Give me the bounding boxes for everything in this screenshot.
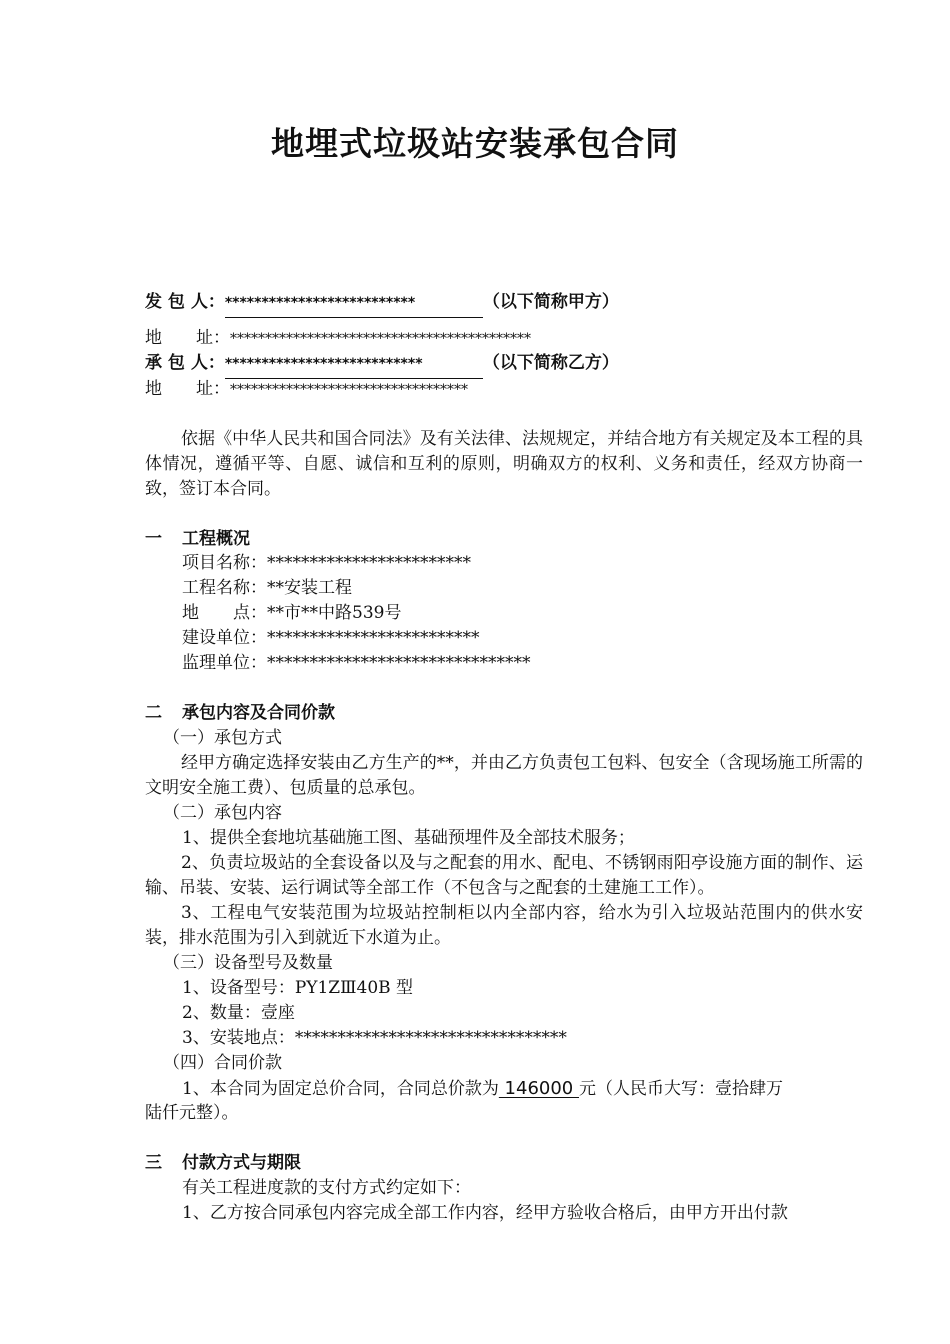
employer-address: ******************************************* bbox=[230, 331, 531, 347]
equipment-quantity-line: 2、数量：壹座 bbox=[182, 1003, 295, 1023]
contractor-line bbox=[145, 351, 619, 376]
contract-price-line-2: 陆仟元整）。 bbox=[145, 1103, 239, 1123]
equipment-model-line: 1、设备型号：PY1ZⅢ40B 型 bbox=[182, 978, 414, 998]
employer-address-line bbox=[145, 326, 531, 351]
contract-mode-paragraph: 经甲方确定选择安装由乙方生产的**，并由乙方负责包工包料、包安全（含现场施工所需的文明安全施工费）、包质量的总承包。 bbox=[145, 753, 863, 798]
section1-title: 工程概况 bbox=[182, 529, 250, 549]
subsection-contract-scope: （二）承包内容 bbox=[163, 803, 282, 823]
employer-suffix: （以下简称甲方） bbox=[482, 292, 619, 312]
contractor-name: *************************** bbox=[225, 352, 483, 379]
section3-heading bbox=[145, 1151, 301, 1176]
subsection-contract-price: （四）合同价款 bbox=[163, 1053, 282, 1073]
section2-title: 承包内容及合同价款 bbox=[182, 703, 335, 723]
works-name-line: 工程名称：**安装工程 bbox=[182, 578, 352, 598]
document-title: 地埋式垃圾站安装承包合同 bbox=[271, 124, 679, 163]
payment-item-1: 1、乙方按合同承包内容完成全部工作内容，经甲方验收合格后，由甲方开出付款 bbox=[182, 1203, 788, 1223]
employer-line bbox=[145, 290, 619, 315]
section1-heading bbox=[145, 527, 250, 552]
location-line: 地 点：**市**中路539号 bbox=[182, 603, 402, 623]
section2-heading bbox=[145, 701, 335, 726]
project-name-line: 项目名称：************************ bbox=[182, 553, 471, 573]
contractor-address: ********************************** bbox=[230, 382, 468, 398]
price-value: 146000 bbox=[498, 1078, 579, 1099]
employer-address-label: 地 址： bbox=[145, 328, 230, 348]
contract-price-line bbox=[182, 1076, 783, 1101]
contractor-label: 承 包 人： bbox=[145, 353, 225, 373]
section2-number: 二 bbox=[145, 703, 162, 723]
section3-title: 付款方式与期限 bbox=[182, 1153, 301, 1173]
price-suffix: 元（人民币大写：壹拾肆万 bbox=[578, 1079, 783, 1099]
supervisor-line: 监理单位：******************************* bbox=[182, 653, 531, 673]
install-site-line: 3、安装地点：******************************** bbox=[182, 1028, 567, 1048]
section3-number: 三 bbox=[145, 1153, 162, 1173]
subsection-equipment: （三）设备型号及数量 bbox=[163, 953, 333, 973]
subsection-contract-mode: （一）承包方式 bbox=[163, 728, 282, 748]
employer-label: 发 包 人： bbox=[145, 292, 225, 312]
scope-item-2: 2、负责垃圾站的全套设备以及与之配套的用水、配电、不锈钢雨阳亭设施方面的制作、运输、吊装、安装、运行调试等全部工作（不包含与之配套的土建施工工作）。 bbox=[145, 853, 863, 898]
builder-line: 建设单位：************************* bbox=[182, 628, 480, 648]
contractor-address-label: 地 址： bbox=[145, 379, 230, 399]
contractor-address-line bbox=[145, 377, 468, 402]
scope-item-3: 3、工程电气安装范围为垃圾站控制柜以内全部内容，给水为引入垃圾站范围内的供水安装，排水范围为引入到就近下水道为止。 bbox=[145, 903, 863, 948]
employer-name: ************************** bbox=[225, 291, 483, 318]
section1-number: 一 bbox=[145, 529, 162, 549]
payment-intro-line: 有关工程进度款的支付方式约定如下： bbox=[182, 1178, 471, 1198]
preamble-paragraph: 依据《中华人民共和国合同法》及有关法律、法规规定，并结合地方有关规定及本工程的具体情况，遵循平等、自愿、诚信和互利的原则，明确双方的权利、义务和责任，经双方协商一致，签订本合同。 bbox=[145, 429, 863, 499]
scope-item-1: 1、提供全套地坑基础施工图、基础预埋件及全部技术服务； bbox=[182, 828, 635, 848]
price-prefix: 1、本合同为固定总价合同，合同总价款为 bbox=[182, 1079, 499, 1099]
contractor-suffix: （以下简称乙方） bbox=[482, 353, 619, 373]
